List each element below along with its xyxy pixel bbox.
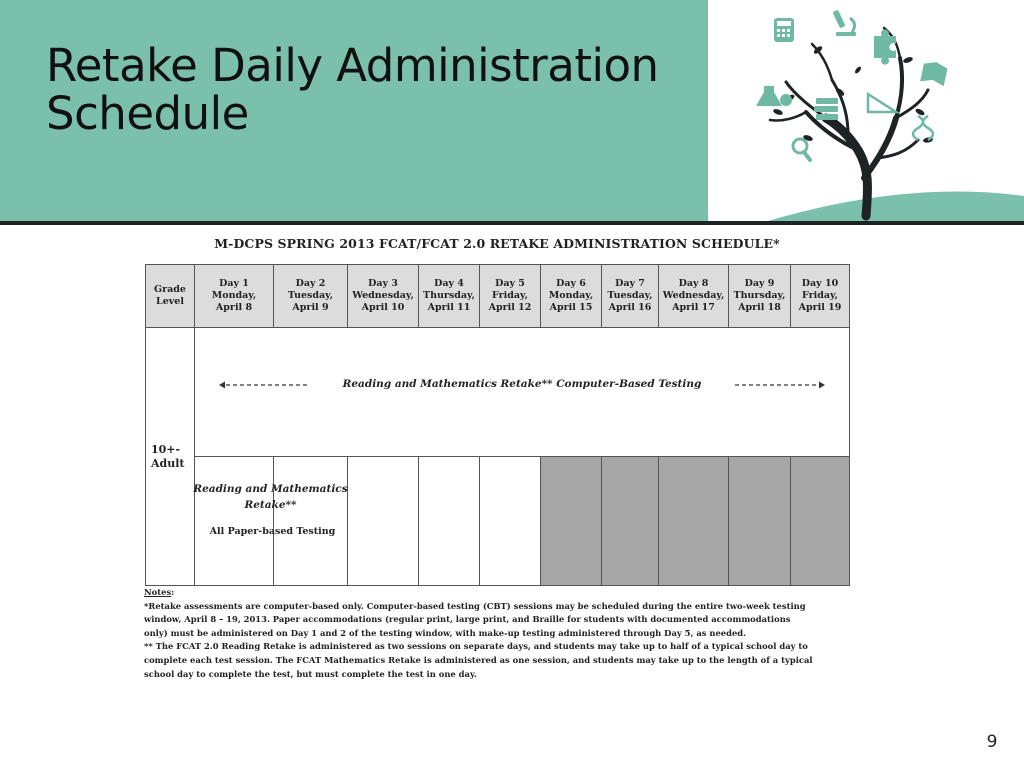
paper-label: Reading and Mathematics Retake** [193, 483, 348, 511]
day-header: Day 9 Thursday, April 18 [729, 265, 791, 328]
day-header: Day 10 Friday, April 19 [791, 265, 850, 328]
day-header: Day 3 Wednesday, April 10 [348, 265, 419, 328]
cbt-label: Reading and Mathematics Retake** Computer-Based Testing [342, 378, 702, 390]
day-header: Day 4 Thursday, April 11 [419, 265, 480, 328]
day-header: Day 2 Tuesday, April 9 [274, 265, 348, 328]
unavailable-cell [791, 457, 850, 586]
dna-icon [913, 116, 933, 140]
slide-title [46, 39, 696, 140]
book-icon [920, 60, 948, 87]
day-header: Day 1 Monday, April 8 [195, 265, 274, 328]
puzzle-icon [874, 29, 896, 64]
day-header: Day 6 Monday, April 15 [541, 265, 602, 328]
calculator-icon [774, 18, 794, 42]
empty-cell [348, 457, 419, 586]
day-header: Day 8 Wednesday, April 17 [659, 265, 729, 328]
notes-line: only) must be administered on Day 1 and 2 of the testing window, with make-up testing administered through Day 5, as needed. [144, 627, 747, 638]
microscope-icon [832, 10, 856, 36]
paper-row [146, 457, 850, 586]
paper-cell-day1 [193, 457, 348, 586]
header-art-panel [708, 0, 1024, 221]
day-header: Day 7 Tuesday, April 16 [602, 265, 659, 328]
unavailable-cell [602, 457, 659, 586]
empty-cell [480, 457, 541, 586]
notes-line: school day to complete the test, but must complete the test in one day. [144, 668, 477, 679]
unavailable-cell [541, 457, 602, 586]
magnifier-icon [793, 139, 810, 160]
triangle-ruler-icon [868, 94, 896, 112]
notes-line: window, April 8 – 19, 2013. Paper accommodations (regular print, large print, and Braille for students with documented accommodations [144, 614, 791, 625]
schedule-table [145, 264, 850, 586]
schedule-title: M-DCPS SPRING 2013 FCAT/FCAT 2.0 RETAKE ADMINISTRATION SCHEDULE* [214, 236, 780, 251]
cbt-row [146, 328, 850, 457]
empty-cell [419, 457, 480, 586]
cbt-span-cell [195, 328, 850, 457]
slide-title-line2: Schedule [46, 87, 249, 140]
tree-illustration [708, 0, 1024, 221]
notes-line: *Retake assessments are computer-based only. Computer-based testing (CBT) sessions may be scheduled during the entire two-week testing [144, 600, 806, 611]
header-row [146, 265, 850, 328]
notes-line: complete each test session. The FCAT Mathematics Retake is administered as one session, and students may take up to the length of a typical [144, 654, 813, 665]
grade-level-header: Grade Level [146, 265, 195, 328]
page-number: 9 [986, 732, 998, 752]
notes-section: Notes: *Retake assessments are computer-based only. Computer-based testing (CBT) sessions may be scheduled during the entire two-week testing window, April 8 – 19, 2013. Paper accommodations (regular print, large print, and Braille for students with documented accommodations only) must be administered on Day 1 and 2 of the testing window, with make-up testing administered through Day 5, as needed. ** The FCAT 2.0 Reading Retake is administered as two sessions on separate days, and students may take up to half of a typical school day to complete each test session. The FCAT Mathematics Retake is administered as one session, and students may take up to the length of a typical school day to complete the test, but must complete the test in one day. [144, 586, 844, 681]
flask-icon [756, 86, 792, 106]
arrow-right-icon [735, 380, 825, 390]
slide-title-line1: Retake Daily Administration [46, 39, 659, 92]
grade-level-cell: 10+- Adult [146, 328, 195, 586]
unavailable-cell [659, 457, 729, 586]
notes-heading: Notes [144, 587, 172, 597]
header-divider [0, 221, 1024, 225]
day-header: Day 5 Friday, April 12 [480, 265, 541, 328]
paper-cell-day2 [274, 457, 348, 586]
paper-sublabel: All Paper-based Testing [209, 526, 336, 537]
notes-line: ** The FCAT 2.0 Reading Retake is administered as two sessions on separate days, and students may take up to half of a typical school day to [144, 641, 808, 652]
unavailable-cell [729, 457, 791, 586]
stacked-books-icon [814, 98, 838, 120]
